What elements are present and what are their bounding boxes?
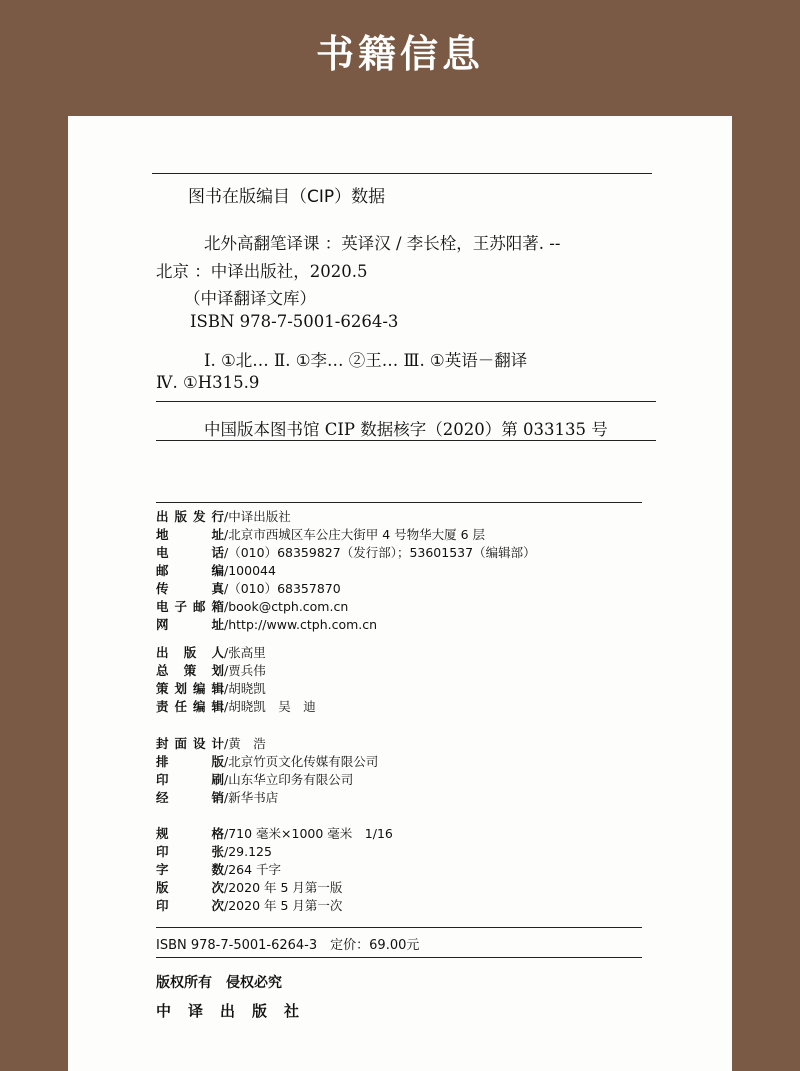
header-banner: [0, 0, 800, 100]
cip-line-6: Ⅳ. ①H315.9: [156, 373, 260, 392]
info-separator: /: [224, 545, 229, 560]
info-row: [156, 580, 536, 598]
info-value: 中译出版社: [228, 509, 291, 524]
info-separator: /: [224, 898, 229, 913]
info-value: 胡晓凯: [228, 681, 266, 696]
info-value: 新华书店: [228, 790, 279, 805]
info-row: [156, 735, 378, 753]
specs-block: [156, 825, 393, 915]
info-row: [156, 508, 536, 526]
publisher-name: 中 译 出 版 社: [156, 1002, 301, 1020]
info-value: 贾兵伟: [228, 663, 266, 678]
info-value: （010）68357870: [228, 581, 341, 596]
info-value: 北京市西城区车公庄大街甲 4 号物华大厦 6 层: [228, 527, 486, 542]
info-row: [156, 616, 536, 634]
rule-above-check: [156, 401, 656, 402]
isbn-price: ISBN 978-7-5001-6264-3 定价：69.00元: [156, 938, 420, 953]
cip-line-4: ISBN 978-7-5001-6264-3: [190, 312, 399, 331]
info-row: [156, 843, 393, 861]
info-label: 出 版 人: [156, 645, 224, 660]
info-separator: /: [224, 663, 229, 678]
info-label: 策划编辑: [156, 681, 224, 696]
info-label: 印 次: [156, 898, 224, 913]
info-value: 北京竹页文化传媒有限公司: [228, 754, 379, 769]
info-separator: /: [224, 645, 229, 660]
info-row: [156, 544, 536, 562]
info-label: 邮 编: [156, 563, 224, 578]
info-row: [156, 526, 536, 544]
cip-line-1: 北外高翻笔译课 ：英译汉 / 李长栓，王苏阳著. --: [204, 234, 561, 253]
info-row: [156, 753, 378, 771]
info-label: 印 刷: [156, 772, 224, 787]
info-value: 胡晓凯 吴 迪: [228, 699, 316, 714]
info-value: 100044: [228, 563, 276, 578]
info-label: 版 次: [156, 880, 224, 895]
production-block: [156, 735, 378, 807]
info-row: [156, 771, 378, 789]
header-title: 书籍信息: [315, 31, 484, 76]
info-row: [156, 789, 378, 807]
info-value: 山东华立印务有限公司: [228, 772, 354, 787]
info-label: 传 真: [156, 581, 224, 596]
info-value: 黄 浩: [228, 736, 266, 751]
info-row: [156, 897, 393, 915]
info-label: 经 销: [156, 790, 224, 805]
info-row: [156, 562, 536, 580]
info-separator: /: [224, 681, 229, 696]
info-value: 29.125: [228, 844, 272, 859]
info-value: 张高里: [228, 645, 266, 660]
cip-line-2: 北京 ：中译出版社，2020.5: [156, 262, 368, 281]
info-separator: /: [224, 844, 229, 859]
staff-block: [156, 644, 316, 716]
info-separator: /: [224, 509, 229, 524]
info-row: [156, 698, 316, 716]
info-label: 排 版: [156, 754, 224, 769]
info-separator: /: [224, 790, 229, 805]
info-label: 字 数: [156, 862, 224, 877]
info-separator: /: [224, 527, 229, 542]
info-value: 264 千字: [228, 862, 282, 877]
info-row: [156, 825, 393, 843]
info-separator: /: [224, 754, 229, 769]
info-separator: /: [224, 563, 229, 578]
info-separator: /: [224, 736, 229, 751]
info-value: http://www.ctph.com.cn: [228, 617, 378, 632]
info-label: 电子邮箱: [156, 599, 224, 614]
rule-below-check: [156, 440, 656, 441]
publisher-info-block: [156, 508, 536, 634]
rule-below-isbn: [156, 957, 642, 958]
info-separator: /: [224, 826, 229, 841]
copyright-notice: 版权所有 侵权必究: [156, 975, 282, 991]
info-value: 2020 年 5 月第一版: [228, 880, 343, 895]
info-separator: /: [224, 862, 229, 877]
info-separator: /: [224, 599, 229, 614]
info-row: [156, 662, 316, 680]
cip-line-3: （中译翻译文库）: [184, 289, 316, 308]
info-value: 710 毫米×1000 毫米 1/16: [228, 826, 393, 841]
cip-title: 图书在版编目（CIP）数据: [188, 187, 386, 207]
info-label: 网 址: [156, 617, 224, 632]
info-separator: /: [224, 581, 229, 596]
info-label: 封面设计: [156, 736, 224, 751]
info-value: （010）68359827（发行部）；53601537（编辑部）: [228, 545, 536, 560]
info-label: 规 格: [156, 826, 224, 841]
info-label: 出版发行: [156, 509, 224, 524]
info-value: book@ctph.com.cn: [228, 599, 349, 614]
info-label: 电 话: [156, 545, 224, 560]
info-row: [156, 879, 393, 897]
info-separator: /: [224, 617, 229, 632]
info-label: 地 址: [156, 527, 224, 542]
info-separator: /: [224, 772, 229, 787]
info-separator: /: [224, 699, 229, 714]
rule-above-isbn: [156, 927, 642, 928]
rule-above-publisher: [156, 502, 642, 503]
info-row: [156, 598, 536, 616]
info-row: [156, 861, 393, 879]
info-value: 2020 年 5 月第一次: [228, 898, 343, 913]
info-row: [156, 644, 316, 662]
cip-check-number: 中国版本图书馆 CIP 数据核字（2020）第 033135 号: [204, 420, 608, 439]
info-row: [156, 680, 316, 698]
info-label: 责任编辑: [156, 699, 224, 714]
rule-top: [152, 173, 652, 174]
info-label: 印 张: [156, 844, 224, 859]
info-label: 总 策 划: [156, 663, 224, 678]
cip-line-5: Ⅰ. ①北… Ⅱ. ①李… ②王… Ⅲ. ①英语－翻译: [204, 351, 528, 370]
copyright-page-photo: [68, 116, 732, 1071]
info-separator: /: [224, 880, 229, 895]
